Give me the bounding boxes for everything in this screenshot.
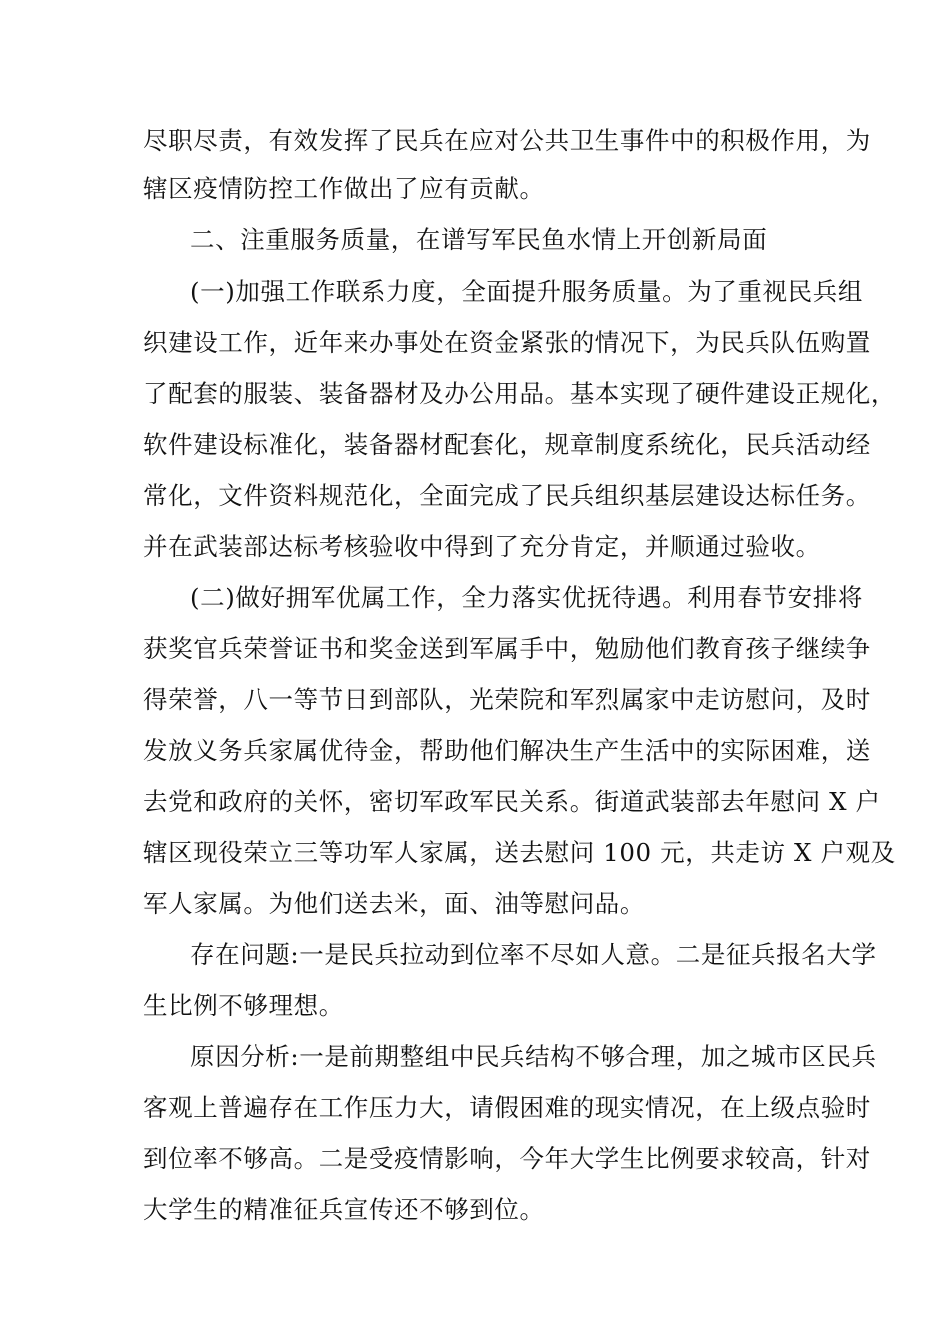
text-line: 客观上普遍存在工作压力大，请假困难的现实情况，在上级点验时 xyxy=(143,1093,871,1122)
text-line: (二)做好拥军优属工作，全力落实优抚待遇。利用春节安排将 xyxy=(190,583,863,612)
text-line: 原因分析:一是前期整组中民兵结构不够合理，加之城市区民兵 xyxy=(190,1042,877,1071)
text-line: 织建设工作，近年来办事处在资金紧张的情况下，为民兵队伍购置 xyxy=(143,328,871,357)
text-line: 军人家属。为他们送去米，面、油等慰问品。 xyxy=(143,889,645,918)
text-line: 发放义务兵家属优待金，帮助他们解决生产生活中的实际困难，送 xyxy=(143,736,871,765)
text-line: 去党和政府的关怀，密切军政军民关系。街道武装部去年慰问 X 户 xyxy=(143,787,881,816)
text-line: 存在问题:一是民兵拉动到位率不尽如人意。二是征兵报名大学 xyxy=(190,940,877,969)
text-line: 常化，文件资料规范化，全面完成了民兵组织基层建设达标任务。 xyxy=(143,481,871,510)
text-line: 并在武装部达标考核验收中得到了充分肯定，并顺通过验收。 xyxy=(143,532,821,561)
text-line: 大学生的精准征兵宣传还不够到位。 xyxy=(143,1195,545,1224)
text-line: 尽职尽责，有效发挥了民兵在应对公共卫生事件中的积极作用，为 xyxy=(143,126,871,155)
text-line: 了配套的服装、装备器材及办公用品。基本实现了硬件建设正规化， xyxy=(143,379,896,408)
text-line: 软件建设标准化，装备器材配套化，规章制度系统化，民兵活动经 xyxy=(143,430,871,459)
text-line: 获奖官兵荣誉证书和奖金送到军属手中，勉励他们教育孩子继续争 xyxy=(143,634,871,663)
text-line: (一)加强工作联系力度，全面提升服务质量。为了重视民兵组 xyxy=(190,277,863,306)
text-line: 辖区疫情防控工作做出了应有贡献。 xyxy=(143,174,545,203)
section-heading: 二、注重服务质量，在谱写军民鱼水情上开创新局面 xyxy=(190,225,768,254)
text-line: 到位率不够高。二是受疫情影响，今年大学生比例要求较高，针对 xyxy=(143,1144,871,1173)
text-line: 辖区现役荣立三等功军人家属，送去慰问 100 元，共走访 X 户观及 xyxy=(143,838,896,867)
text-line: 生比例不够理想。 xyxy=(143,991,344,1020)
text-line: 得荣誉，八一等节日到部队，光荣院和军烈属家中走访慰问，及时 xyxy=(143,685,871,714)
